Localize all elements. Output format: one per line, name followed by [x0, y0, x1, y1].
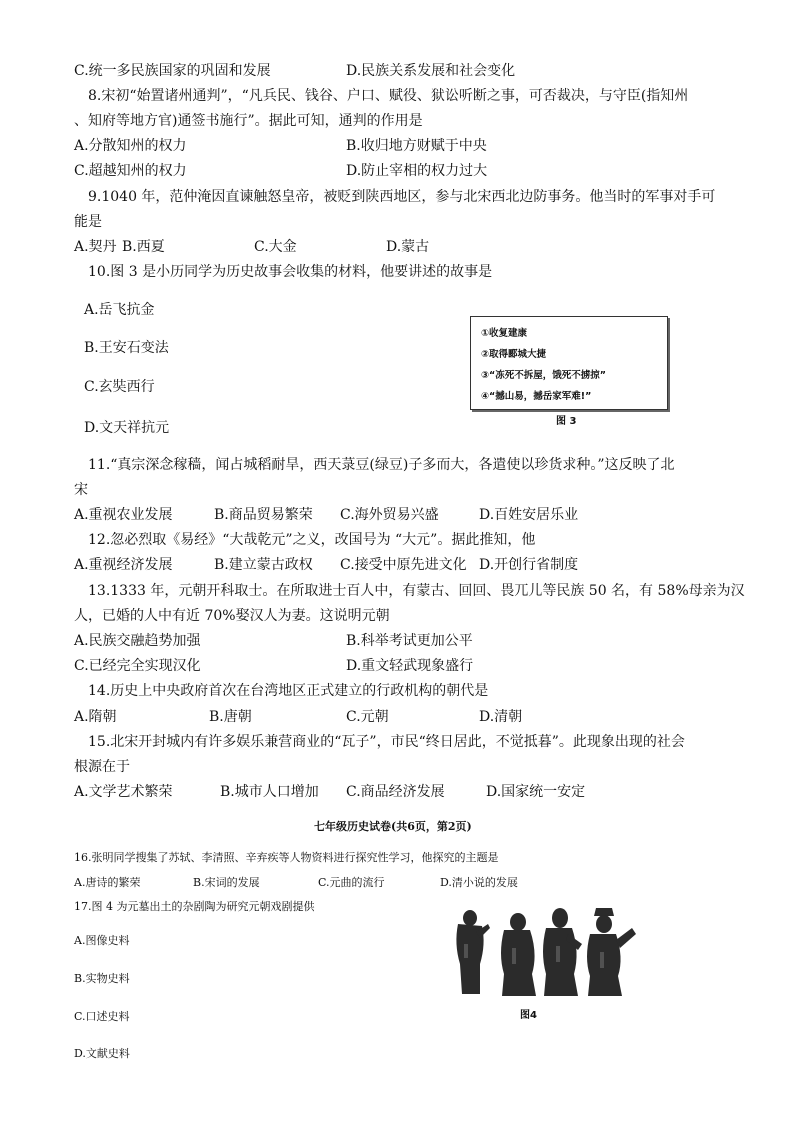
q11-option-b: B.商品贸易繁荣	[214, 507, 313, 523]
q14-option-b: B.唐朝	[209, 709, 252, 725]
q17-option-d: D.文献史料	[74, 1047, 130, 1060]
q12-option-d: D.开创行省制度	[479, 557, 579, 573]
q10-stem: 10.图 3 是小历同学为历史故事会收集的材料，他要讲述的故事是	[88, 264, 493, 280]
q13-option-a: A.民族交融趋势加强	[74, 633, 201, 649]
q12-option-c: C.接受中原先进文化	[340, 557, 467, 573]
q16-stem: 16.张明同学搜集了苏轼、李清照、辛弃疾等人物资料进行探究性学习，他探究的主题是	[74, 851, 499, 864]
q11-stem-line2: 宋	[74, 482, 88, 498]
q8-option-d: D.防止宰相的权力过大	[346, 163, 488, 179]
q14-stem: 14.历史上中央政府首次在台湾地区正式建立的行政机构的朝代是	[88, 683, 489, 699]
figure-3-note-card	[470, 316, 668, 410]
q15-option-b: B.城市人口增加	[220, 784, 319, 800]
q17-option-a: A.图像史料	[74, 934, 130, 947]
figure-4-caption: 图4	[520, 1010, 537, 1021]
q7-option-d: D.民族关系发展和社会变化	[346, 63, 516, 79]
q11-option-a: A.重视农业发展	[74, 507, 173, 523]
q13-option-b: B.科举考试更加公平	[346, 633, 473, 649]
figure-4-figurines-image	[450, 904, 652, 1000]
q8-stem-line2: 、知府等地方官)通签书施行”。据此可知，通判的作用是	[74, 113, 423, 129]
figure-3-caption: 图 3	[556, 416, 577, 427]
q13-option-c: C.已经完全实现汉化	[74, 658, 201, 674]
q15-stem-line1: 15.北宋开封城内有许多娱乐兼营商业的“瓦子”，市民“终日居此，不觉抵暮”。此现象出现的社会	[88, 734, 685, 750]
figurine-1	[456, 910, 490, 994]
figurine-4	[587, 908, 636, 996]
q8-option-b: B.收归地方财赋于中央	[346, 138, 487, 154]
q14-option-c: C.元朝	[346, 709, 389, 725]
q9-option-b: B.西夏	[122, 239, 165, 255]
q17-stem: 17.图 4 为元墓出土的杂剧陶为研究元朝戏剧提供	[74, 900, 315, 913]
q8-option-c: C.超越知州的权力	[74, 163, 187, 179]
q15-stem-line2: 根源在于	[74, 759, 130, 775]
q12-stem: 12.忽必烈取《易经》“大哉乾元”之义，改国号为 “大元”。据此推知，他	[88, 532, 536, 548]
q8-stem-line1: 8.宋初“始置诸州通判”，“凡兵民、钱谷、户口、赋役、狱讼听断之事，可否裁决，与守臣(指知州	[88, 88, 689, 104]
q9-stem-line1: 9.1040 年，范仲淹因直谏触怒皇帝，被贬到陕西地区，参与北宋西北边防事务。他当时的军事对手可	[88, 189, 716, 205]
q10-option-c: C.玄奘西行	[84, 379, 155, 395]
figurine-2	[501, 913, 536, 996]
figure-3-line-4: ④“撼山易，撼岳家军难!”	[481, 391, 592, 402]
q9-stem-line2: 能是	[74, 214, 102, 230]
q13-option-d: D.重文轻武现象盛行	[346, 658, 474, 674]
figurine-3	[543, 908, 582, 996]
q10-option-b: B.王安石变法	[84, 340, 169, 356]
q13-stem-line1: 13.1333 年，元朝开科取士。在所取进士百人中，有蒙古、回回、畏兀儿等民族 50 名，有 58%母亲为汉	[88, 583, 745, 599]
figure-3-line-2: ②取得郾城大捷	[481, 349, 547, 360]
q11-stem-line1: 11.“真宗深念稼穑，闻占城稻耐旱，西天菉豆(绿豆)子多而大，各遣使以珍货求种。”这反映了北	[88, 457, 675, 473]
q9-option-c: C.大金	[254, 239, 297, 255]
q8-option-a: A.分散知州的权力	[74, 138, 187, 154]
q16-option-d: D.清小说的发展	[440, 876, 518, 889]
figure-3-line-1: ①收复建康	[481, 328, 528, 339]
q15-option-c: C.商品经济发展	[346, 784, 445, 800]
q11-option-d: D.百姓安居乐业	[479, 507, 579, 523]
q12-option-b: B.建立蒙古政权	[214, 557, 313, 573]
q14-option-a: A.隋朝	[74, 709, 117, 725]
q15-option-d: D.国家统一安定	[486, 784, 586, 800]
q9-option-d: D.蒙古	[386, 239, 430, 255]
q7-option-c: C.统一多民族国家的巩固和发展	[74, 63, 271, 79]
q16-option-a: A.唐诗的繁荣	[74, 876, 141, 889]
q10-option-a: A.岳飞抗金	[84, 302, 155, 318]
q16-option-c: C.元曲的流行	[318, 876, 385, 889]
q10-option-d: D.文天祥抗元	[84, 420, 170, 436]
q13-stem-line2: 人，已婚的人中有近 70%娶汉人为妻。这说明元朝	[74, 608, 390, 624]
q14-option-d: D.清朝	[479, 709, 523, 725]
q17-option-b: B.实物史料	[74, 972, 130, 985]
q15-option-a: A.文学艺术繁荣	[74, 784, 173, 800]
q16-option-b: B.宋词的发展	[193, 876, 260, 889]
q9-option-a: A.契丹	[74, 239, 117, 255]
figure-3-line-3: ③“冻死不拆屋，饿死不掳掠”	[481, 370, 607, 381]
q11-option-c: C.海外贸易兴盛	[340, 507, 439, 523]
q17-option-c: C.口述史料	[74, 1010, 130, 1023]
q12-option-a: A.重视经济发展	[74, 557, 173, 573]
page-footer: 七年级历史试卷(共6页，第2页)	[314, 820, 472, 833]
